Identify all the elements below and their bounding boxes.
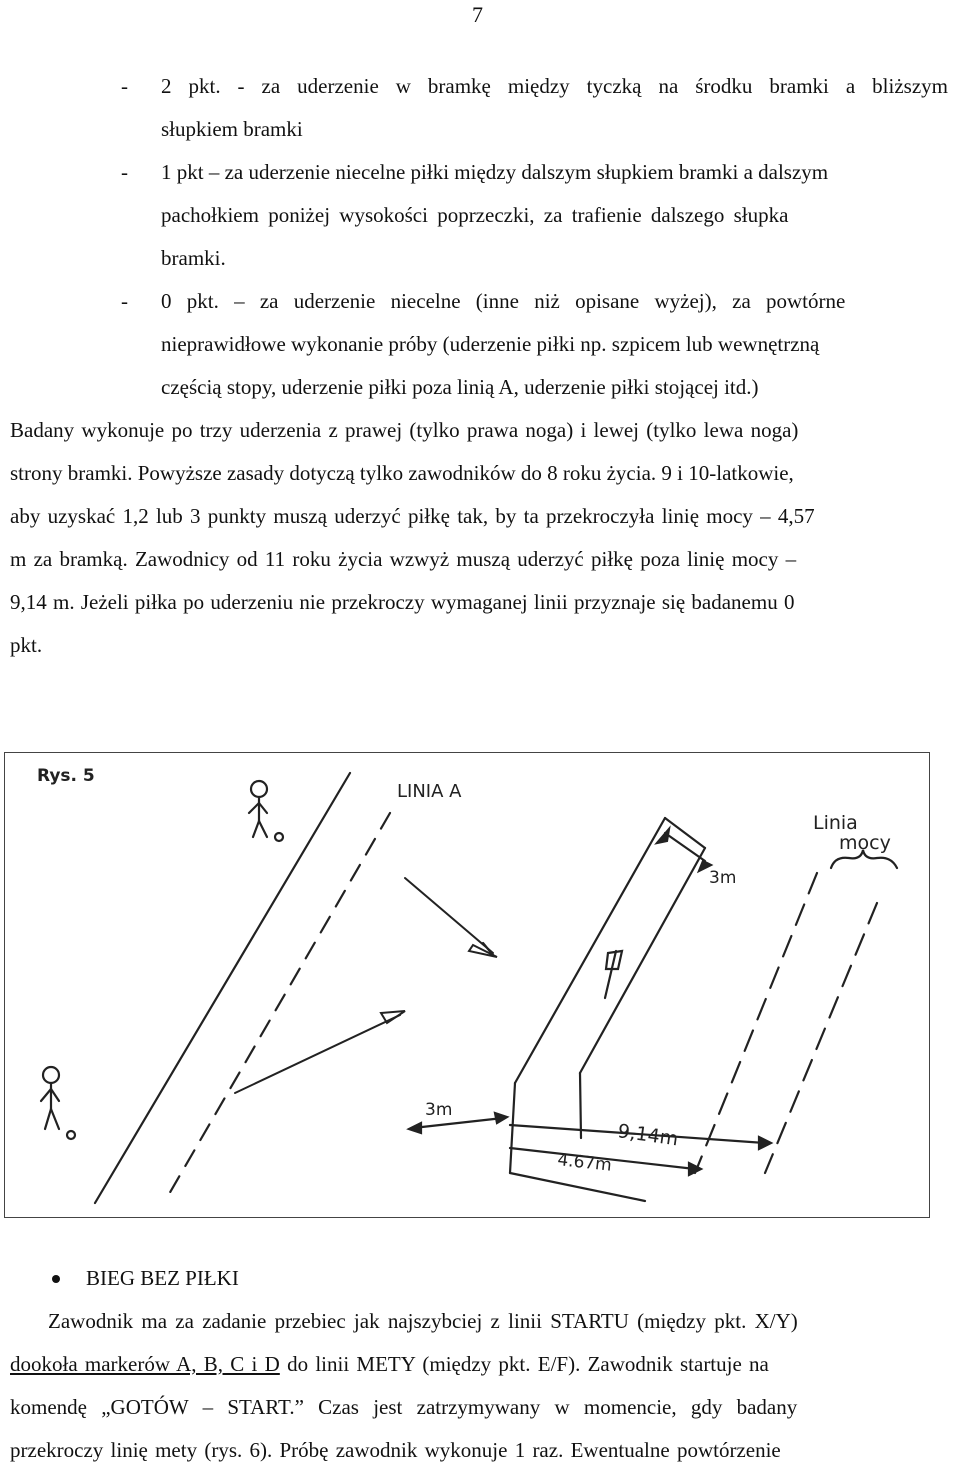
paragraph-line: pkt. xyxy=(10,633,43,657)
paragraph-line: m za bramką. Zawodnicy od 11 roku życia wzwyż muszą uderzyć piłkę poza linię mocy – xyxy=(10,547,797,571)
paragraph-line: strony bramki. Powyższe zasady dotyczą tylko zawodników do 8 roku życia. 9 i 10-latkowie, xyxy=(10,461,794,485)
section-line: komendę „GOTÓW – START.” Czas jest zatrzymywany w momencie, gdy badany xyxy=(10,1395,798,1419)
figure-rys5 xyxy=(4,752,930,1218)
section-heading: BIEG BEZ PIŁKI xyxy=(86,1266,239,1290)
dim-467: 4.67m xyxy=(556,1150,613,1176)
linia-mocy-label-1: Linia xyxy=(813,812,858,834)
dim-914: 9,14m xyxy=(616,1120,680,1151)
section-line: przekroczy linię mety (rys. 6). Próbę zawodnik wykonuje 1 raz. Ewentualne powtórzenie xyxy=(10,1438,781,1462)
linia-a-label: LINIA A xyxy=(397,781,462,802)
section-line xyxy=(10,1351,769,1377)
underlined-text: dookoła markerów A, B, C i D xyxy=(10,1352,280,1376)
section-line-rest: do linii METY (między pkt. E/F). Zawodnik startuje na xyxy=(279,1352,769,1376)
page-number: 7 xyxy=(472,2,483,27)
scoring-item-2pkt-line1: 2 pkt. - za uderzenie w bramkę między tyczką na środku bramki a bliższym xyxy=(161,74,948,98)
figure-drawing xyxy=(5,753,929,1217)
section-line: Zawodnik ma za zadanie przebiec jak najszybciej z linii STARTU (między pkt. X/Y) xyxy=(48,1309,798,1333)
scoring-item-1pkt-line3: bramki. xyxy=(161,246,226,270)
list-dash: - xyxy=(121,160,128,184)
paragraph-line: 9,14 m. Jeżeli piłka po uderzeniu nie przekroczy wymaganej linii przyznaje się badanemu 0 xyxy=(10,590,795,614)
scoring-item-2pkt-line2: słupkiem bramki xyxy=(161,117,303,141)
scoring-item-0pkt-line2: nieprawidłowe wykonanie próby (uderzenie piłki np. szpicem lub wewnętrzną xyxy=(161,332,820,356)
dim-3m-bottom: 3m xyxy=(425,1100,453,1120)
bullet-icon xyxy=(52,1275,60,1283)
scoring-item-1pkt-line1: 1 pkt – za uderzenie niecelne piłki między dalszym słupkiem bramki a dalszym xyxy=(161,160,829,184)
linia-mocy-label-2: mocy xyxy=(839,832,891,854)
paragraph-line: Badany wykonuje po trzy uderzenia z prawej (tylko prawa noga) i lewej (tylko lewa noga) xyxy=(10,418,799,442)
figure-label: Rys. 5 xyxy=(37,766,95,786)
list-dash: - xyxy=(121,74,128,98)
scoring-item-0pkt-line1: 0 pkt. – za uderzenie niecelne (inne niż opisane wyżej), za powtórne xyxy=(161,289,846,313)
scoring-item-0pkt-line3: częścią stopy, uderzenie piłki poza linią A, uderzenie piłki stojącej itd.) xyxy=(161,375,759,399)
dim-3m-top: 3m xyxy=(709,868,737,888)
paragraph-line: aby uzyskać 1,2 lub 3 punkty muszą uderzyć piłkę tak, by ta przekroczyła linię mocy – 4,57 xyxy=(10,504,815,528)
scoring-item-1pkt-line2: pachołkiem poniżej wysokości poprzeczki, za trafienie dalszego słupka xyxy=(161,203,789,227)
list-dash: - xyxy=(121,289,128,313)
